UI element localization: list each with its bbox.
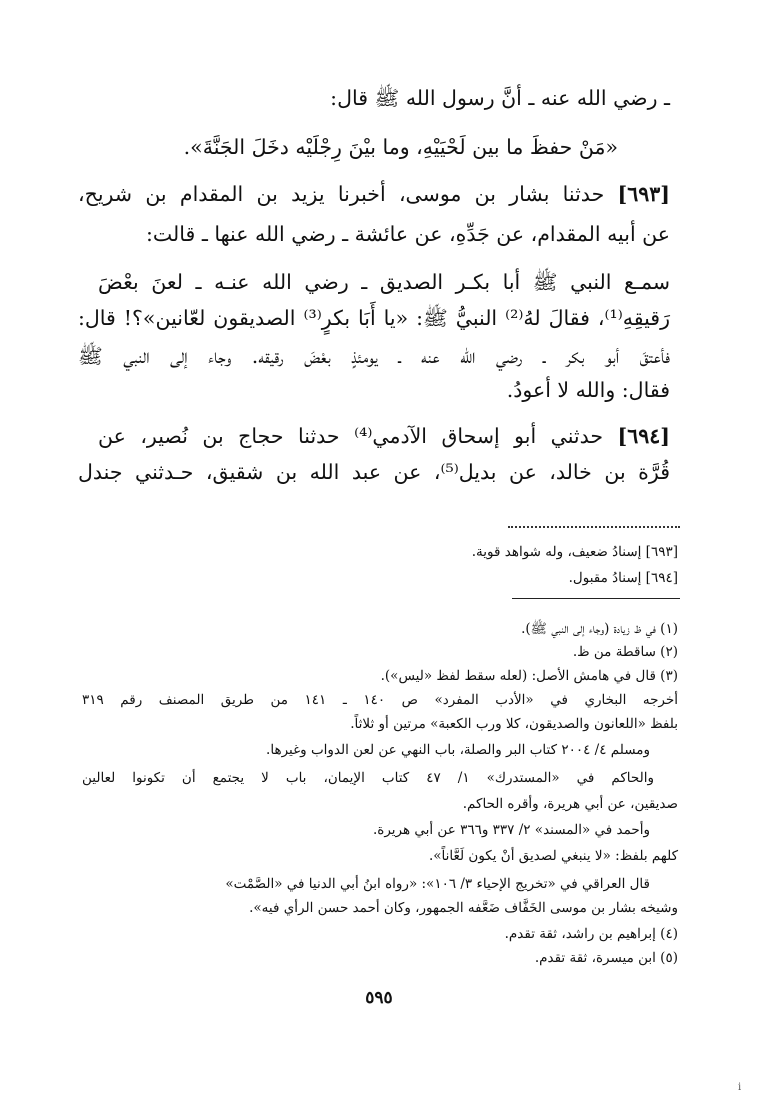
main-line-6 [78, 306, 670, 336]
footnote-3-line-i [82, 900, 678, 916]
main-line-5 [98, 270, 670, 300]
footnote-3-line-e [82, 796, 678, 812]
footnote-3-line-f [110, 822, 650, 838]
footnote-4-text: (٤) إبراهيم بن راشد، ثقة تقدم. [504, 926, 678, 942]
dotted-separator [508, 524, 680, 528]
main-line-3-text: حدثنا بشار بن موسى، أخبرنا يزيد بن المقدام بن شريح، [78, 182, 605, 206]
main-line-6-text: رَقيقِهِ⁽¹⁾، فقالَ لهُ⁽²⁾ النبيُّ ﷺ: «يا أَبَا بكرٍ⁽³⁾ الصديقون لعّانين»؟! قال: [78, 306, 670, 330]
footnote-rule [512, 598, 680, 599]
footnote-1 [118, 620, 678, 640]
footnote-3-line-h-text: قال العراقي في «تخريج الإحياء ٣/ ١٠٦»: «رواه ابنُ أبي الدنيا في «الصَّمْت» [225, 876, 650, 892]
footnote-3-line-e-text: صديقين، عن أبي هريرة، وأقره الحاكم. [462, 796, 678, 812]
main-line-7-text: فأعتقَ أبو بكر ـ رضي الله عنه ـ يومئذٍ بعْضَ رقيقه. وجاء إلى النبي ﷺ [78, 344, 670, 368]
footnote-5 [118, 950, 678, 966]
footnote-3-line-g-text: كلهم بلفظ: «لا ينبغي لصديق أنْ يكون لَعَّاناً». [428, 848, 678, 864]
main-line-1-text: ـ رضي الله عنه ـ أنَّ رسول الله ﷺ قال: [330, 86, 670, 110]
grading-693 [118, 544, 678, 560]
hadith-number-694: [٦٩٤] [617, 424, 670, 448]
main-line-9-text: حدثني أبو إسحاق الآدمي⁽⁴⁾ حدثنا حجاج بن نُصير، عن [98, 424, 604, 448]
footnote-3-line-d [82, 770, 654, 786]
main-line-10-text: قُرَّة بن خالد، عن بديل⁽⁵⁾، عن عبد الله بن شقيق، حـدثني جندل [78, 460, 670, 484]
footnote-2 [118, 644, 678, 660]
grading-694-text: [٦٩٤] إسنادُ مقبول. [568, 570, 678, 586]
hadith-quote: «مَنْ حفظَ ما بين لَحْيَيْهِ، وما بيْنَ رِجْلَيْه دخَلَ الجَنَّةَ». [183, 135, 618, 159]
corner-mark: i [738, 1082, 742, 1093]
footnote-3-line-a [82, 692, 678, 708]
main-line-3 [78, 182, 670, 206]
footnote-3 [118, 668, 678, 684]
footnote-3-line-b [82, 716, 678, 732]
footnote-3-line-c [110, 742, 650, 758]
main-line-4 [78, 222, 670, 246]
grading-693-text: [٦٩٣] إسنادُ ضعيف، وله شواهد قوية. [471, 544, 678, 560]
main-line-4-text: عن أبيه المقدام، عن جَدِّهِ، عن عائشة ـ رضي الله عنها ـ قالت: [145, 222, 670, 246]
main-line-8 [78, 378, 670, 402]
main-line-10 [78, 460, 670, 484]
footnote-3-text: (٣) قال في هامش الأصل: (لعله سقط لفظ «ليس»). [380, 668, 678, 684]
main-line-2 [98, 135, 618, 159]
footnote-3-line-d-text: والحاكم في «المستدرك» ١/ ٤٧ كتاب الإيمان، باب لا يجتمع أن تكونوا لعالين [82, 770, 654, 786]
footnote-3-line-c-text: ومسلم ٤/ ٢٠٠٤ كتاب البر والصلة، باب النهي عن لعن الدواب وغيرها. [266, 742, 650, 758]
footnote-3-line-g [82, 848, 678, 864]
main-line-5-text: سمـع النبي ﷺ أبا بكـر الصديق ـ رضي الله عنـه ـ لعنَ بعْضَ [98, 270, 670, 294]
main-line-7 [78, 344, 670, 374]
grading-694 [118, 570, 678, 586]
footnote-3-line-h [110, 876, 650, 892]
main-line-1 [110, 86, 670, 116]
footnote-1-text: (١) في ظ زيادة (وجاء إلى النبي ﷺ). [521, 621, 678, 637]
page-number: ٥٩٥ [365, 988, 393, 1008]
footnote-4 [118, 926, 678, 942]
footnote-2-text: (٢) ساقطة من ظ. [572, 644, 678, 660]
footnote-3-line-i-text: وشيخه بشار بن موسى الخَفَّاف ضَعَّفه الجمهور، وكان أحمد حسن الرأي فيه». [249, 900, 678, 916]
footnote-3-line-f-text: وأحمد في «المسند» ٢/ ٣٣٧ و٣٦٦ عن أبي هريرة. [372, 822, 650, 838]
main-line-9 [98, 424, 670, 448]
footnote-5-text: (٥) ابن ميسرة، ثقة تقدم. [534, 950, 678, 966]
hadith-number-693: [٦٩٣] [617, 182, 670, 206]
footnote-3-line-b-text: بلفظ «اللعانون والصديقون، كلا ورب الكعبة» مرتين أو ثلاثاً. [350, 716, 678, 732]
footnote-3-line-a-text: أخرجه البخاري في «الأدب المفرد» ص ١٤٠ ـ ١٤١ من طريق المصنف رقم ٣١٩ [82, 692, 678, 708]
main-line-8-text: فقال: والله لا أعودُ. [506, 378, 670, 402]
